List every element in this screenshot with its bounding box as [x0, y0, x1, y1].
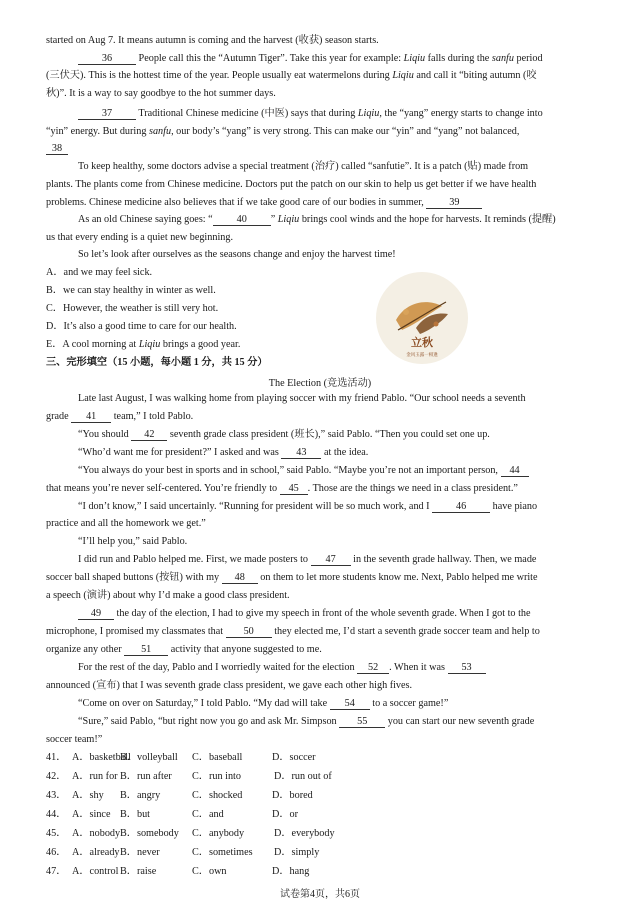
text-span: 秋)”. It is a way to say goodbye to the hot summer days. [46, 88, 276, 99]
text-span: at the idea. [321, 447, 369, 458]
text-span: period [513, 53, 543, 64]
text-span: seventh grade class president (班长),” said Pablo. “Then you could set one up. [167, 429, 490, 440]
text-span: “I don’t know,” I said uncertainly. “Running for president will be so much work, and I [78, 501, 433, 512]
answer-choice[interactable]: C．shocked [192, 790, 243, 801]
answer-blank: 53 [448, 662, 486, 674]
text-line [46, 589, 290, 602]
text-line [78, 535, 187, 548]
answer-choice[interactable]: C．sometimes [192, 847, 253, 858]
text-span: D．It’s also a good time to care for our health. [46, 321, 237, 332]
text-line [78, 392, 526, 405]
text-line [46, 196, 482, 209]
text-line [46, 643, 322, 656]
answer-blank: 47 [311, 554, 351, 566]
answer-choice[interactable]: A．since [72, 809, 111, 820]
text-span: “I’ll help you,” said Pablo. [78, 536, 188, 547]
text-span: “yin” energy. But during [46, 126, 149, 137]
answer-blank: 54 [330, 698, 370, 710]
text-span: C．However, the weather is still very hot. [46, 303, 219, 314]
passage-title: The Election (竞选活动) [268, 378, 372, 389]
answer-blank: 44 [501, 465, 529, 477]
text-line [78, 213, 556, 226]
text-line [78, 160, 528, 173]
text-line [78, 107, 543, 120]
answer-choice[interactable]: B．somebody [120, 828, 179, 839]
text-span: practice and all the homework we get.” [46, 518, 206, 529]
answer-blank: 38 [46, 143, 68, 155]
italic-term: Liqiu [392, 70, 414, 81]
answer-blank: 48 [222, 572, 258, 584]
answer-choice[interactable]: A．basketball [72, 752, 131, 763]
text-span: To keep healthy, some doctors advise a special treatment (治疗) called “sanfutie”. It is a patch (贴) made from [78, 161, 529, 172]
answer-choice[interactable]: D．soccer [272, 752, 316, 763]
text-span: soccer team!” [46, 734, 103, 745]
text-line [46, 284, 216, 297]
answer-choice[interactable]: A．run for [72, 771, 118, 782]
text-span: you can start our new seventh grade [385, 716, 535, 727]
answer-blank: 49 [78, 608, 114, 620]
text-span: plants. The plants come from Chinese medicine. Doctors put the patch on our skin to help us get better if we have health [46, 179, 537, 190]
text-span: on them to let more students know me. Next, Pablo helped me write [257, 572, 538, 583]
answer-choice[interactable]: D．hang [272, 866, 310, 877]
text-span: “Sure,” said Pablo, “but right now you go and ask Mr. Simpson [78, 716, 340, 727]
text-line [78, 697, 448, 710]
text-line [46, 679, 412, 692]
answer-blank: 40 [213, 214, 271, 226]
text-line [78, 52, 543, 65]
text-span: falls during the [425, 53, 492, 64]
logo-title: 立秋 [411, 336, 433, 349]
italic-term: Liqiu [357, 108, 380, 119]
text-line [46, 231, 233, 244]
text-span: 三、完形填空（15 小题，每小题 1 分，共 15 分） [46, 357, 268, 368]
text-span: People call this the “Autumn Tiger”. Take this year for example: [136, 53, 404, 64]
text-line [46, 142, 68, 155]
text-span: As an old Chinese saying goes: “ [78, 214, 213, 225]
italic-term: sanfu [491, 53, 514, 64]
text-span: organize any other [46, 644, 125, 655]
answer-blank: 52 [357, 662, 389, 674]
answer-blank: 51 [124, 644, 168, 656]
answer-blank: 46 [432, 501, 490, 513]
text-span: For the rest of the day, Pablo and I worriedly waited for the election [78, 662, 358, 673]
text-line [46, 320, 237, 333]
answer-choice[interactable]: D．bored [272, 790, 313, 801]
answer-choice[interactable]: B．but [120, 809, 151, 820]
text-span: grade [46, 411, 72, 422]
answer-blank: 45 [280, 483, 308, 495]
text-line [78, 446, 368, 459]
text-span: activity that anyone suggested to me. [168, 644, 322, 655]
text-span: have piano [490, 501, 538, 512]
italic-term: Liqiu [277, 214, 300, 225]
text-span: microphone, I promised my classmates that [46, 626, 226, 637]
question-number: 47． [46, 866, 67, 877]
question-number: 42． [46, 771, 67, 782]
text-line [46, 87, 276, 100]
text-span: to a soccer game!” [369, 698, 449, 709]
text-span: soccer ball shaped buttons (按钮) with my [46, 572, 222, 583]
text-line [46, 338, 240, 351]
question-number: 41． [46, 752, 67, 763]
answer-blank: 37 [78, 108, 136, 120]
answer-choice[interactable]: C．baseball [192, 752, 243, 763]
answer-choice[interactable]: A．nobody [72, 828, 121, 839]
text-span: B．we can stay healthy in winter as well. [46, 285, 216, 296]
text-span: in the seventh grade hallway. Then, we made [350, 554, 537, 565]
italic-term: Liqiu [138, 339, 161, 350]
question-number: 43． [46, 790, 67, 801]
answer-choice[interactable]: B．never [120, 847, 160, 858]
text-span: they elected me, I’d start a seventh grade soccer team and help to [271, 626, 540, 637]
text-span: . Those are the things we need in a class president.” [307, 483, 518, 494]
answer-blank: 50 [226, 626, 272, 638]
text-line [46, 302, 218, 315]
question-number: 45． [46, 828, 67, 839]
italic-term: sanfu [148, 126, 172, 137]
answer-choice[interactable]: B．angry [120, 790, 161, 801]
liqiu-logo-image [376, 272, 468, 364]
text-span: E．A cool morning at [46, 339, 139, 350]
text-line [78, 248, 396, 261]
text-span: and call it “biting autumn (咬 [413, 70, 537, 81]
answer-choice[interactable]: B．raise [120, 866, 157, 877]
text-line [46, 571, 538, 584]
page-footer: 试卷第4页，共6页 [280, 889, 360, 900]
text-span: problems. Chinese medicine also believes that if we take good care of our bodies in summer, [46, 197, 427, 208]
logo-subtitle: 金风玉露一相逢 [406, 353, 438, 358]
text-span: “Who’d want me for president?” I asked and was [78, 447, 282, 458]
text-line [78, 715, 534, 728]
text-line [46, 625, 540, 638]
answer-choice[interactable]: D．run out of [274, 771, 332, 782]
text-line [78, 464, 529, 477]
text-span: So let’s look after ourselves as the seasons change and enjoy the harvest time! [78, 249, 396, 260]
text-span: “Come on over on Saturday,” I told Pablo. “My dad will take [78, 698, 330, 709]
text-span: brings cool winds and the hope for harvests. It reminds (提醒) [299, 214, 556, 225]
text-line [78, 661, 486, 674]
answer-choice[interactable]: A．already [72, 847, 120, 858]
text-span: A．and we may feel sick. [46, 267, 153, 278]
text-line [78, 607, 531, 620]
answer-choice[interactable]: C．own [192, 866, 227, 877]
text-span: . When it was [389, 662, 448, 673]
text-line [46, 733, 102, 746]
text-line [46, 410, 193, 423]
answer-choice[interactable]: D．everybody [274, 828, 335, 839]
italic-term: Liqiu [403, 53, 426, 64]
text-line [78, 428, 490, 441]
answer-blank: 55 [339, 716, 385, 728]
text-span: (三伏天). This is the hottest time of the year. People usually eat watermelons during [46, 70, 393, 81]
question-number: 44． [46, 809, 67, 820]
text-line [46, 356, 268, 369]
answer-blank: 36 [78, 53, 136, 65]
text-span: started on Aug 7. It means autumn is coming and the harvest (收获) season starts. [46, 35, 379, 46]
text-span: that means you’re never self-centered. You’re friendly to [46, 483, 280, 494]
answer-choice[interactable]: A．shy [72, 790, 104, 801]
text-span: us that every ending is a quiet new beginning. [46, 232, 234, 243]
text-span: ” [270, 214, 278, 225]
text-span: , our body’s “yang” is very strong. This can make our “yin” and “yang” not balanced, [171, 126, 520, 137]
answer-choice[interactable]: D．or [272, 809, 299, 820]
text-line [78, 553, 536, 566]
answer-blank: 39 [426, 197, 482, 209]
text-line [46, 34, 379, 47]
text-span: I did run and Pablo helped me. First, we made posters to [78, 554, 311, 565]
text-line [46, 178, 536, 191]
answer-choice[interactable]: C．anybody [192, 828, 245, 839]
text-span: “You should [78, 429, 132, 440]
text-span: a speech (演讲) about why I’d make a good class president. [46, 590, 290, 601]
text-span: Late last August, I was walking home from playing soccer with my friend Pablo. “Our school needs a seventh [78, 393, 526, 404]
answer-choice[interactable]: C．and [192, 809, 224, 820]
text-line [46, 125, 519, 138]
answer-choice[interactable]: B．run after [120, 771, 172, 782]
answer-choice[interactable]: C．run into [192, 771, 241, 782]
answer-blank: 43 [281, 447, 321, 459]
text-span: Traditional Chinese medicine (中医) says that during [136, 108, 358, 119]
text-line [46, 517, 206, 530]
text-span: , the “yang” energy starts to change into [379, 108, 543, 119]
text-span: team,” I told Pablo. [111, 411, 194, 422]
text-line [46, 266, 152, 279]
text-line [46, 69, 537, 82]
text-line [46, 482, 518, 495]
answer-blank: 42 [131, 429, 167, 441]
answer-choice[interactable]: D．simply [274, 847, 320, 858]
text-span: “You always do your best in sports and in school,” said Pablo. “Maybe you’re not an important person, [78, 465, 501, 476]
text-span: brings a good year. [160, 339, 241, 350]
answer-choice[interactable]: B．volleyball [120, 752, 178, 763]
answer-blank: 41 [71, 411, 111, 423]
answer-choice[interactable]: A．control [72, 866, 119, 877]
text-line [78, 500, 537, 513]
question-number: 46． [46, 847, 67, 858]
text-span: announced (宣布) that I was seventh grade class president, we gave each other high fives. [46, 680, 413, 691]
text-span: the day of the election, I had to give my speech in front of the whole seventh grade. When I got to the [114, 608, 531, 619]
